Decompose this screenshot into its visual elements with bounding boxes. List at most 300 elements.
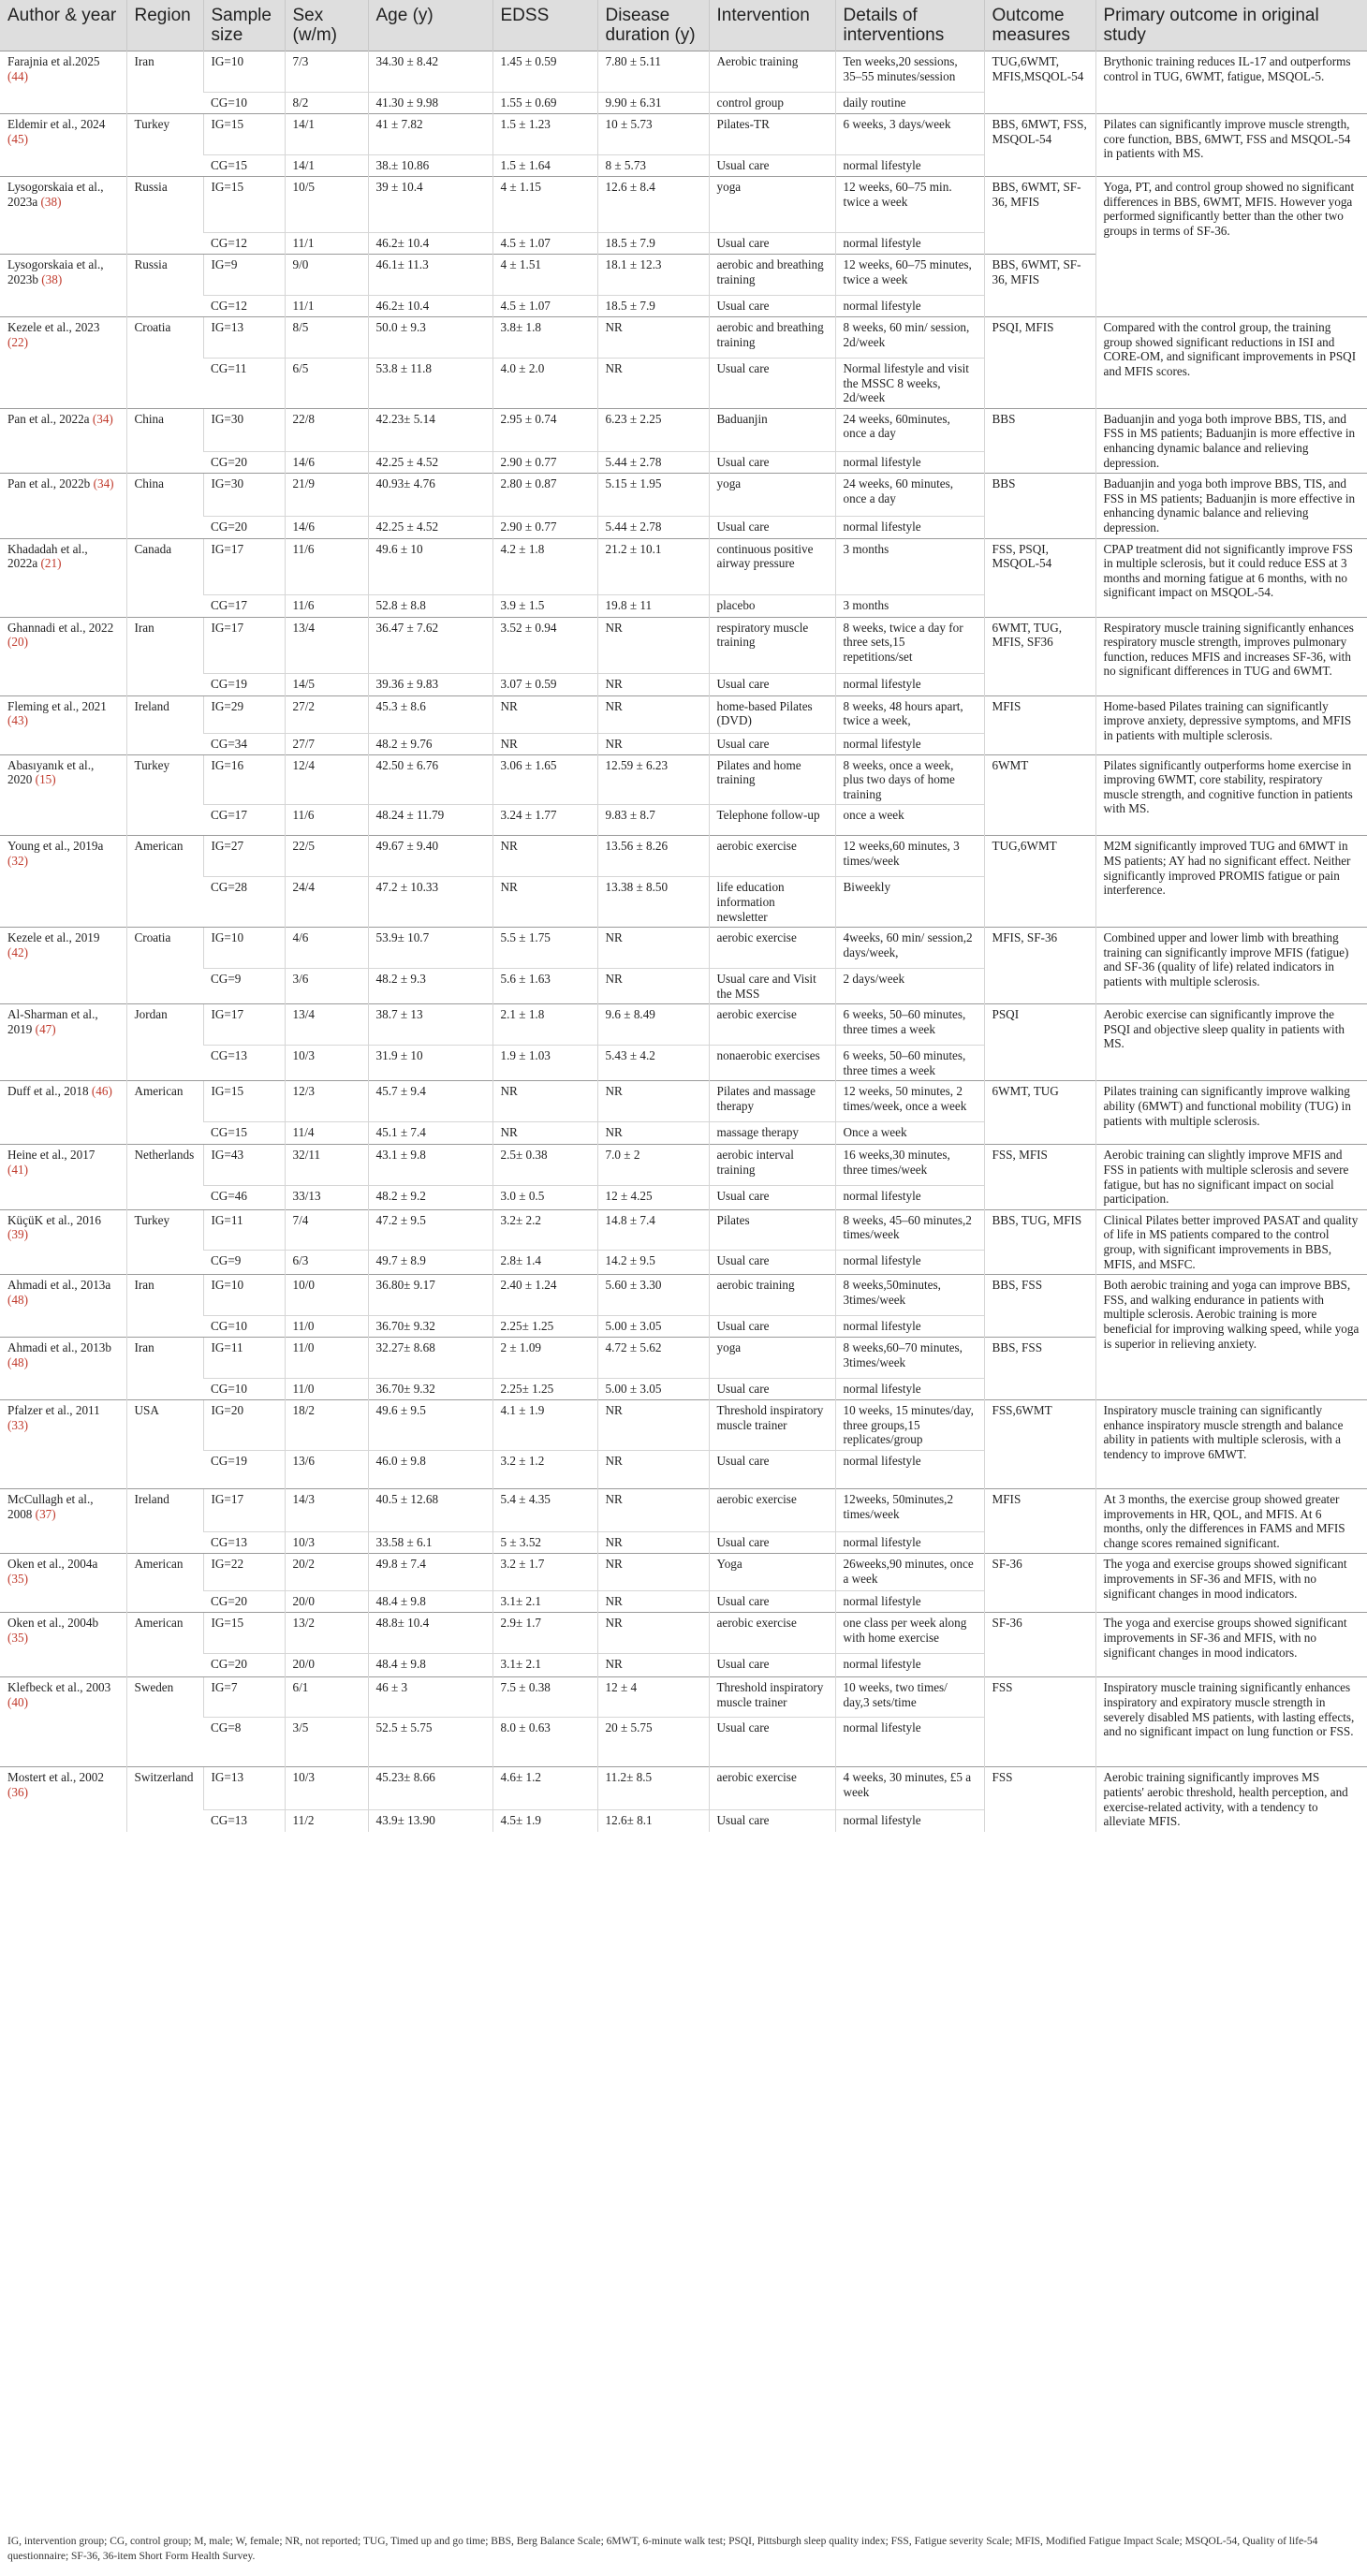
outcome-measures-cell: SF-36 [984,1554,1095,1613]
ig-edss-cell: 3.2 ± 1.7 [492,1554,597,1591]
ig-size-cell: IG=30 [203,408,285,451]
reference-link[interactable]: (47) [35,1021,56,1036]
cg-size-cell: CG=12 [203,296,285,317]
cg-dd-cell: NR [597,673,709,695]
cg-sex-cell: 24/4 [285,877,368,928]
ig-dd-cell: 5.60 ± 3.30 [597,1275,709,1316]
cg-age-cell: 46.0 ± 9.8 [368,1451,492,1489]
outcome-measures-cell: FSS, MFIS [984,1145,1095,1209]
ig-details-cell: 4 weeks, 30 minutes, £5 a week [835,1767,984,1809]
ig-details-cell: 8 weeks,50minutes, 3times/week [835,1275,984,1316]
table-row-ig [0,474,1367,517]
cg-details-cell: normal lifestyle [835,233,984,255]
ig-intervention-cell: Baduanjin [709,408,835,451]
primary-outcome-cell: Baduanjin and yoga both improve BBS, TIS, and FSS in MS patients; Baduanjin is more effective in enhancing dynamic balance and relieving depression. [1095,408,1367,473]
cg-details-cell: normal lifestyle [835,155,984,177]
reference-link[interactable]: (43) [7,713,28,728]
primary-outcome-cell: Yoga, PT, and control group showed no significant differences in BBS, 6WMT, MFIS. However yoga performed significantly better than the other two groups in terms of SF-36. [1095,177,1367,317]
primary-outcome-cell: Inspiratory muscle training can significantly enhance inspiratory muscle strength and balance ability in patients with multiple sclerosis, with a tendency to improve 6MWT. [1095,1400,1367,1489]
ig-size-cell: IG=10 [203,1275,285,1316]
cg-details-cell: normal lifestyle [835,673,984,695]
author-cell [0,51,126,114]
cg-size-cell: CG=10 [203,93,285,114]
ig-age-cell: 36.47 ± 7.62 [368,617,492,673]
outcome-measures-cell: BBS, 6WMT, SF-36, MFIS [984,255,1095,317]
cg-intervention-cell: massage therapy [709,1122,835,1145]
outcome-measures-cell: BBS [984,408,1095,473]
reference-link[interactable]: (48) [7,1292,28,1307]
ig-dd-cell: NR [597,928,709,969]
table-row-ig [0,317,1367,359]
ig-details-cell: 16 weeks,30 minutes, three times/week [835,1145,984,1185]
ig-intervention-cell: Pilates and massage therapy [709,1081,835,1122]
ig-edss-cell: 3.8± 1.8 [492,317,597,359]
outcome-measures-cell: 6WMT, TUG, MFIS, SF36 [984,617,1095,695]
ig-details-cell: 12 weeks, 60–75 min. twice a week [835,177,984,233]
reference-link[interactable]: (34) [92,411,113,426]
author-year: Ghannadi et al., 2022 [7,620,114,635]
outcome-measures-cell: MFIS, SF-36 [984,928,1095,1004]
ig-intervention-cell: Threshold inspiratory muscle trainer [709,1400,835,1451]
header-edss: EDSS [492,0,597,51]
author-year: Lysogorskaia et al., 2023b [7,257,104,286]
ig-age-cell: 36.80± 9.17 [368,1275,492,1316]
cg-details-cell: 6 weeks, 50–60 minutes, three times a week [835,1046,984,1081]
cg-size-cell: CG=19 [203,1451,285,1489]
primary-outcome-cell: Home-based Pilates training can significantly improve anxiety, depressive symptoms, and MFIS in patients with multiple sclerosis. [1095,695,1367,754]
cg-sex-cell: 11/4 [285,1122,368,1145]
reference-link[interactable]: (21) [40,556,62,571]
cg-details-cell: once a week [835,805,984,836]
cg-sex-cell: 14/5 [285,673,368,695]
table-footnote: IG, intervention group; CG, control group; M, male; W, female; NR, not reported; TUG, Timed up and go time; BBS, Berg Balance Scale; 6MWT, 6-minute walk test; PSQI, Pittsburgh sleep quality index; FSS, Fatigue severity Scale; MFIS, Modified Fatigue Impact Scale; MSQOL-54, Quality of life-54 questionnaire; SF-36, 36-item Short Form Health Survey. [7,2536,1318,2562]
ig-details-cell: 3 months [835,538,984,594]
outcome-measures-cell: 6WMT [984,754,1095,836]
reference-link[interactable]: (15) [35,772,56,787]
ig-details-cell: 24 weeks, 60 minutes, once a day [835,474,984,517]
ig-size-cell: IG=7 [203,1677,285,1718]
reference-link[interactable]: (38) [40,194,62,209]
ig-edss-cell: NR [492,695,597,733]
ig-edss-cell: 1.5 ± 1.23 [492,114,597,155]
cg-details-cell: 2 days/week [835,969,984,1004]
cg-edss-cell: 2.90 ± 0.77 [492,517,597,538]
cg-age-cell: 36.70± 9.32 [368,1379,492,1400]
table-row-ig [0,754,1367,805]
reference-link[interactable]: (38) [41,271,63,286]
cg-edss-cell: 3.07 ± 0.59 [492,673,597,695]
cg-size-cell: CG=8 [203,1718,285,1767]
table-row-ig [0,1209,1367,1250]
header-author: Author & year [0,0,126,51]
ig-edss-cell: 3.2± 2.2 [492,1209,597,1250]
cg-age-cell: 39.36 ± 9.83 [368,673,492,695]
table-row-ig [0,1275,1367,1316]
ig-edss-cell: 4 ± 1.51 [492,255,597,296]
reference-link[interactable]: (39) [7,1227,28,1242]
ig-intervention-cell: Threshold inspiratory muscle trainer [709,1677,835,1718]
ig-sex-cell: 22/8 [285,408,368,451]
ig-dd-cell: 11.2± 8.5 [597,1767,709,1809]
cg-intervention-cell: Usual care [709,1185,835,1209]
cg-age-cell: 46.2± 10.4 [368,233,492,255]
reference-link[interactable]: (20) [7,635,28,650]
region-cell: Iran [126,617,203,695]
primary-outcome-cell: Inspiratory muscle training significantly enhances inspiratory and expiratory muscle strength in severely disabled MS patients, with lasting effects, and no significant impact on lung function or FSS. [1095,1677,1367,1767]
ig-edss-cell: 2.80 ± 0.87 [492,474,597,517]
table-row-ig [0,695,1367,733]
primary-outcome-cell: Both aerobic training and yoga can improve BBS, FSS, and walking endurance in patients with multiple sclerosis. Aerobic training is more beneficial for improving walking speed, while yoga is superior in relieving anxiety. [1095,1275,1367,1400]
author-year: Kezele et al., 2019 [7,930,100,945]
ig-dd-cell: 7.80 ± 5.11 [597,51,709,93]
ig-size-cell: IG=11 [203,1338,285,1379]
cg-dd-cell: NR [597,969,709,1004]
author-cell [0,695,126,754]
table-row-ig [0,1400,1367,1451]
ig-size-cell: IG=10 [203,51,285,93]
ig-dd-cell: NR [597,617,709,673]
cg-sex-cell: 8/2 [285,93,368,114]
cg-details-cell: daily routine [835,93,984,114]
cg-size-cell: CG=10 [203,1379,285,1400]
ig-dd-cell: 10 ± 5.73 [597,114,709,155]
ig-details-cell: 8 weeks, 48 hours apart, twice a week, [835,695,984,733]
author-year: Oken et al., 2004b [7,1616,99,1631]
cg-intervention-cell: Usual care [709,1251,835,1275]
region-cell: Iran [126,1338,203,1400]
reference-link[interactable]: (36) [7,1784,28,1799]
ig-age-cell: 50.0 ± 9.3 [368,317,492,359]
primary-outcome-cell: M2M significantly improved TUG and 6MWT in MS patients; AY had no significant effect. Neither significantly improved PROMIS fatigue or pain interference. [1095,836,1367,928]
ig-age-cell: 48.8± 10.4 [368,1613,492,1654]
ig-edss-cell: NR [492,836,597,877]
reference-link[interactable]: (37) [35,1506,56,1521]
header-disease-duration: Disease duration (y) [597,0,709,51]
cg-sex-cell: 20/0 [285,1654,368,1677]
author-year: Pan et al., 2022a [7,411,90,426]
reference-link[interactable]: (44) [7,68,28,83]
ig-age-cell: 43.1 ± 9.8 [368,1145,492,1185]
cg-details-cell: normal lifestyle [835,1379,984,1400]
cg-dd-cell: 5.00 ± 3.05 [597,1379,709,1400]
reference-link[interactable]: (48) [7,1354,28,1369]
cg-edss-cell: 8.0 ± 0.63 [492,1718,597,1767]
cg-intervention-cell: Usual care [709,155,835,177]
ig-intervention-cell: aerobic and breathing training [709,317,835,359]
cg-sex-cell: 3/5 [285,1718,368,1767]
ig-edss-cell: 2.40 ± 1.24 [492,1275,597,1316]
table-row-ig [0,836,1367,877]
ig-size-cell: IG=15 [203,114,285,155]
ig-dd-cell: NR [597,1081,709,1122]
ig-edss-cell: 7.5 ± 0.38 [492,1677,597,1718]
author-year: Oken et al., 2004a [7,1557,98,1572]
ig-intervention-cell: Pilates and home training [709,754,835,805]
cg-dd-cell: 9.90 ± 6.31 [597,93,709,114]
ig-sex-cell: 13/4 [285,617,368,673]
ig-dd-cell: 12 ± 4 [597,1677,709,1718]
primary-outcome-cell: Clinical Pilates better improved PASAT and quality of life in MS patients compared to the control group, with significant improvements in BBS, MFIS, and MSFC. [1095,1209,1367,1274]
table-row-ig [0,1081,1367,1122]
cg-details-cell: 3 months [835,594,984,617]
region-cell: American [126,1613,203,1677]
cg-age-cell: 48.2 ± 9.3 [368,969,492,1004]
cg-dd-cell: 18.5 ± 7.9 [597,233,709,255]
cg-age-cell: 38.± 10.86 [368,155,492,177]
cg-sex-cell: 33/13 [285,1185,368,1209]
cg-intervention-cell: Usual care [709,1451,835,1489]
ig-age-cell: 49.67 ± 9.40 [368,836,492,877]
outcome-measures-cell: BBS, 6MWT, FSS, MSQOL-54 [984,114,1095,177]
ig-size-cell: IG=13 [203,317,285,359]
ig-intervention-cell: Pilates [709,1209,835,1250]
ig-details-cell: 24 weeks, 60minutes, once a day [835,408,984,451]
cg-size-cell: CG=20 [203,1654,285,1677]
cg-sex-cell: 14/1 [285,155,368,177]
reference-link[interactable]: (22) [7,334,28,349]
cg-intervention-cell: placebo [709,594,835,617]
cg-dd-cell: 5.44 ± 2.78 [597,452,709,474]
ig-age-cell: 32.27± 8.68 [368,1338,492,1379]
cg-details-cell: normal lifestyle [835,1654,984,1677]
cg-sex-cell: 13/6 [285,1451,368,1489]
cg-edss-cell: 1.55 ± 0.69 [492,93,597,114]
cg-details-cell: normal lifestyle [835,1591,984,1613]
region-cell: Iran [126,1275,203,1338]
ig-size-cell: IG=15 [203,1081,285,1122]
ig-edss-cell: 3.06 ± 1.65 [492,754,597,805]
cg-dd-cell: 13.38 ± 8.50 [597,877,709,928]
cg-sex-cell: 11/1 [285,233,368,255]
reference-link[interactable]: (46) [91,1084,112,1099]
cg-intervention-cell: Usual care [709,359,835,409]
ig-age-cell: 34.30 ± 8.42 [368,51,492,93]
table-row-ig [0,928,1367,969]
cg-edss-cell: 4.5 ± 1.07 [492,296,597,317]
ig-details-cell: 12 weeks, 50 minutes, 2 times/week, once a week [835,1081,984,1122]
cg-size-cell: CG=13 [203,1046,285,1081]
ig-dd-cell: 13.56 ± 8.26 [597,836,709,877]
ig-size-cell: IG=27 [203,836,285,877]
ig-dd-cell: NR [597,1489,709,1532]
cg-details-cell: normal lifestyle [835,1251,984,1275]
cg-dd-cell: 5.00 ± 3.05 [597,1316,709,1338]
cg-dd-cell: NR [597,359,709,409]
ig-edss-cell: 5.4 ± 4.35 [492,1489,597,1532]
cg-dd-cell: 12 ± 4.25 [597,1185,709,1209]
cg-age-cell: 48.2 ± 9.76 [368,733,492,754]
ig-edss-cell: 4.6± 1.2 [492,1767,597,1809]
primary-outcome-cell: Respiratory muscle training significantly enhances respiratory muscle strength, improves pulmonary function, reduces MFIS and increases SF-36, with no significant differences in TUG and 6WMT. [1095,617,1367,695]
ig-sex-cell: 7/4 [285,1209,368,1250]
cg-size-cell: CG=9 [203,1251,285,1275]
primary-outcome-cell: The yoga and exercise groups showed significant improvements in SF-36 and MFIS, with no significant changes in mood indicators. [1095,1554,1367,1613]
cg-intervention-cell: Usual care [709,1531,835,1554]
ig-dd-cell: 4.72 ± 5.62 [597,1338,709,1379]
cg-details-cell: Once a week [835,1122,984,1145]
cg-edss-cell: 3.0 ± 0.5 [492,1185,597,1209]
ig-size-cell: IG=17 [203,538,285,594]
table-row-ig [0,538,1367,594]
cg-age-cell: 48.24 ± 11.79 [368,805,492,836]
cg-details-cell: normal lifestyle [835,733,984,754]
cg-size-cell: CG=19 [203,673,285,695]
cg-details-cell: Biweekly [835,877,984,928]
ig-sex-cell: 27/2 [285,695,368,733]
outcome-measures-cell: PSQI [984,1004,1095,1081]
region-cell: Sweden [126,1677,203,1767]
outcome-measures-cell: 6WMT, TUG [984,1081,1095,1145]
cg-age-cell: 52.5 ± 5.75 [368,1718,492,1767]
region-cell: USA [126,1400,203,1489]
ig-dd-cell: NR [597,1554,709,1591]
cg-details-cell: normal lifestyle [835,296,984,317]
ig-sex-cell: 18/2 [285,1400,368,1451]
ig-dd-cell: 14.8 ± 7.4 [597,1209,709,1250]
cg-age-cell: 46.2± 10.4 [368,296,492,317]
table-row-ig [0,51,1367,93]
cg-edss-cell: 5.6 ± 1.63 [492,969,597,1004]
author-cell [0,408,126,473]
cg-dd-cell: 12.6± 8.1 [597,1809,709,1832]
author-cell [0,1145,126,1209]
cg-age-cell: 42.25 ± 4.52 [368,517,492,538]
reference-link[interactable]: (40) [7,1694,28,1709]
ig-size-cell: IG=15 [203,1613,285,1654]
region-cell: Croatia [126,317,203,409]
author-year: Farajnia et al.2025 [7,54,100,68]
ig-sex-cell: 12/4 [285,754,368,805]
outcome-measures-cell: TUG,6WMT, MFIS,MSQOL-54 [984,51,1095,114]
cg-age-cell: 53.8 ± 11.8 [368,359,492,409]
region-cell: Canada [126,538,203,617]
ig-sex-cell: 14/3 [285,1489,368,1532]
author-cell [0,1613,126,1677]
ig-intervention-cell: aerobic exercise [709,836,835,877]
reference-link[interactable]: (35) [7,1571,28,1586]
reference-link[interactable]: (33) [7,1417,28,1432]
table-row-ig [0,177,1367,233]
ig-age-cell: 40.93± 4.76 [368,474,492,517]
ig-age-cell: 46 ± 3 [368,1677,492,1718]
author-cell [0,836,126,928]
author-cell [0,1004,126,1081]
region-cell: Croatia [126,928,203,1004]
cg-size-cell: CG=17 [203,805,285,836]
region-cell: China [126,408,203,473]
author-year: Lysogorskaia et al., 2023a [7,180,104,209]
author-year: Mostert et al., 2002 [7,1770,104,1785]
cg-sex-cell: 10/3 [285,1531,368,1554]
region-cell: Russia [126,177,203,255]
author-year: Ahmadi et al., 2013b [7,1340,111,1355]
reference-link[interactable]: (45) [7,131,28,146]
primary-outcome-cell: Aerobic training can slightly improve MFIS and FSS in patients with multiple sclerosis and severe fatigue, but has no significant impact on social participation. [1095,1145,1367,1209]
region-cell: Turkey [126,114,203,177]
ig-age-cell: 45.7 ± 9.4 [368,1081,492,1122]
cg-size-cell: CG=12 [203,233,285,255]
author-cell [0,538,126,617]
header-primary-outcome: Primary outcome in original study [1095,0,1367,51]
table-row-ig [0,617,1367,673]
cg-size-cell: CG=20 [203,452,285,474]
ig-age-cell: 53.9± 10.7 [368,928,492,969]
cg-intervention-cell: Usual care [709,673,835,695]
region-cell: China [126,474,203,538]
cg-intervention-cell: Usual care [709,1316,835,1338]
reference-link[interactable]: (34) [93,476,114,491]
cg-size-cell: CG=17 [203,594,285,617]
cg-age-cell: 48.4 ± 9.8 [368,1591,492,1613]
region-cell: Switzerland [126,1767,203,1832]
primary-outcome-cell: The yoga and exercise groups showed significant improvements in SF-36 and MFIS, with no significant changes in mood indicators. [1095,1613,1367,1677]
outcome-measures-cell: BBS, TUG, MFIS [984,1209,1095,1274]
reference-link[interactable]: (41) [7,1163,28,1178]
author-cell [0,1554,126,1613]
ig-size-cell: IG=13 [203,1767,285,1809]
outcome-measures-cell: SF-36 [984,1613,1095,1677]
reference-link[interactable]: (35) [7,1630,28,1645]
cg-sex-cell: 20/0 [285,1591,368,1613]
cg-sex-cell: 3/6 [285,969,368,1004]
ig-dd-cell: 18.1 ± 12.3 [597,255,709,296]
author-cell [0,114,126,177]
cg-details-cell: normal lifestyle [835,517,984,538]
cg-sex-cell: 11/6 [285,594,368,617]
author-year: Fleming et al., 2021 [7,698,107,713]
outcome-measures-cell: FSS,6WMT [984,1400,1095,1489]
ig-size-cell: IG=17 [203,1489,285,1532]
cg-dd-cell: 18.5 ± 7.9 [597,296,709,317]
table-row-ig [0,114,1367,155]
ig-details-cell: 8 weeks, 45–60 minutes,2 times/week [835,1209,984,1250]
reference-link[interactable]: (42) [7,944,28,959]
cg-age-cell: 49.7 ± 8.9 [368,1251,492,1275]
ig-details-cell: 8 weeks, twice a day for three sets,15 repetitions/set [835,617,984,673]
primary-outcome-cell: Pilates significantly outperforms home exercise in improving 6WMT, core stability, respiratory muscle strength, and cognitive function in patients with MS. [1095,754,1367,836]
outcome-measures-cell: FSS [984,1677,1095,1767]
cg-age-cell: 43.9± 13.90 [368,1809,492,1832]
cg-intervention-cell: Usual care [709,1718,835,1767]
outcome-measures-cell: BBS, 6WMT, SF-36, MFIS [984,177,1095,255]
ig-details-cell: 8 weeks, once a week, plus two days of home training [835,754,984,805]
table-row-ig [0,1554,1367,1591]
ig-dd-cell: NR [597,1613,709,1654]
cg-age-cell: 47.2 ± 10.33 [368,877,492,928]
cg-details-cell: normal lifestyle [835,1809,984,1832]
ig-edss-cell: 2.9± 1.7 [492,1613,597,1654]
outcome-measures-cell: PSQI, MFIS [984,317,1095,409]
author-cell [0,928,126,1004]
author-cell [0,1275,126,1338]
cg-sex-cell: 11/1 [285,296,368,317]
table-row-ig [0,1677,1367,1718]
region-cell: Russia [126,255,203,317]
ig-sex-cell: 10/0 [285,1275,368,1316]
ig-age-cell: 49.8 ± 7.4 [368,1554,492,1591]
ig-age-cell: 38.7 ± 13 [368,1004,492,1046]
cg-edss-cell: 4.0 ± 2.0 [492,359,597,409]
cg-size-cell: CG=20 [203,517,285,538]
author-cell [0,617,126,695]
ig-age-cell: 46.1± 11.3 [368,255,492,296]
ig-sex-cell: 13/2 [285,1613,368,1654]
cg-sex-cell: 14/6 [285,517,368,538]
reference-link[interactable]: (32) [7,853,28,868]
author-year: Ahmadi et al., 2013a [7,1278,111,1293]
cg-details-cell: normal lifestyle [835,452,984,474]
header-details: Details of interventions [835,0,984,51]
